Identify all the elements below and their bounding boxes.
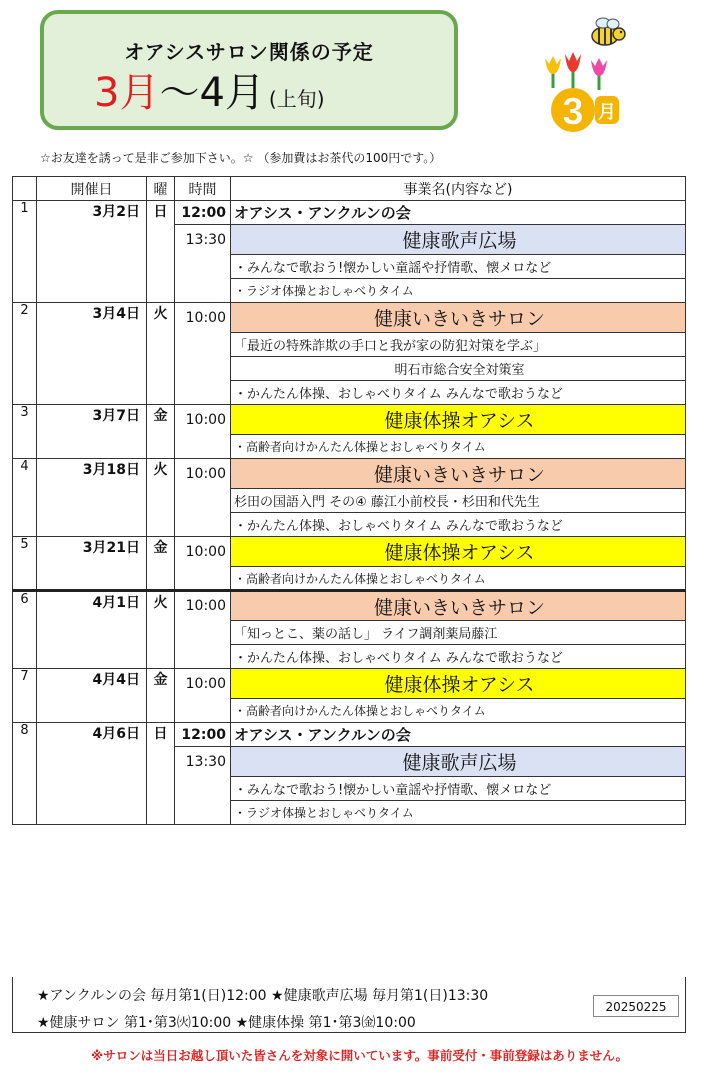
table-row [13, 303, 686, 333]
event-title: 健康体操オアシス [231, 405, 686, 435]
event-date: 3月2日 [37, 201, 147, 303]
table-row [13, 459, 686, 489]
participation-notice: ☆お友達を誘って是非ご参加下さい。☆ （参加費はお茶代の100円です。） [40, 151, 442, 165]
table-row [13, 591, 686, 621]
event-time [175, 567, 231, 591]
event-time: 10:00 [175, 459, 231, 489]
event-weekday: 火 [147, 303, 175, 405]
event-time [175, 357, 231, 381]
event-detail: オアシス・アンクルンの会 [231, 723, 686, 747]
event-detail: ・かんたん体操、おしゃべりタイム みんなで歌おうなど [231, 381, 686, 405]
event-detail: ・高齢者向けかんたん体操とおしゃべりタイム [231, 567, 686, 591]
row-number: 2 [13, 303, 37, 405]
event-time: 10:00 [175, 405, 231, 435]
period-end: 4月 [199, 70, 265, 116]
event-time [175, 333, 231, 357]
event-weekday: 日 [147, 201, 175, 303]
event-time: 10:00 [175, 669, 231, 699]
event-weekday: 金 [147, 669, 175, 723]
event-time: 10:00 [175, 303, 231, 333]
event-time: 10:00 [175, 537, 231, 567]
event-time: 13:30 [175, 225, 231, 255]
event-detail: ・高齢者向けかんたん体操とおしゃべりタイム [231, 435, 686, 459]
column-header-time: 時間 [175, 177, 231, 201]
event-weekday: 火 [147, 591, 175, 669]
row-number: 3 [13, 405, 37, 459]
schedule-body [13, 201, 686, 825]
column-header-no [13, 177, 37, 201]
event-time: 10:00 [175, 591, 231, 621]
event-title: 健康歌声広場 [231, 225, 686, 255]
event-detail: 杉田の国語入門 その④ 藤江小前校長・杉田和代先生 [231, 489, 686, 513]
event-detail: ・かんたん体操、おしゃべりタイム みんなで歌おうなど [231, 513, 686, 537]
event-date: 4月1日 [37, 591, 147, 669]
event-detail: 「最近の特殊詐欺の手口と我が家の防犯対策を学ぶ」 [231, 333, 686, 357]
schedule-table [12, 176, 686, 825]
event-detail: 「知っとこ、薬の話し」 ライフ調剤薬局藤江 [231, 621, 686, 645]
bee-icon [592, 18, 625, 45]
event-detail: ・高齢者向けかんたん体操とおしゃべりタイム [231, 699, 686, 723]
event-time [175, 801, 231, 825]
event-weekday: 火 [147, 459, 175, 537]
title-box [40, 10, 458, 130]
event-time [175, 777, 231, 801]
event-time [175, 489, 231, 513]
badge-number: 3 [562, 91, 584, 133]
event-weekday: 日 [147, 723, 175, 825]
event-time [175, 255, 231, 279]
event-title: 健康体操オアシス [231, 669, 686, 699]
document-code: 20250225 [593, 995, 679, 1017]
table-row [13, 405, 686, 435]
event-time [175, 699, 231, 723]
event-time: 13:30 [175, 747, 231, 777]
event-date: 4月6日 [37, 723, 147, 825]
column-header-day: 曜 [147, 177, 175, 201]
table-row [13, 201, 686, 225]
table-row [13, 723, 686, 747]
row-number: 8 [13, 723, 37, 825]
table-row [13, 537, 686, 567]
table-header-row [13, 177, 686, 201]
period-heading [94, 70, 325, 122]
event-weekday: 金 [147, 405, 175, 459]
event-time [175, 435, 231, 459]
period-start: 3月 [94, 70, 160, 116]
row-number: 4 [13, 459, 37, 537]
event-detail: ・ラジオ体操とおしゃべりタイム [231, 801, 686, 825]
event-detail: ・かんたん体操、おしゃべりタイム みんなで歌おうなど [231, 645, 686, 669]
row-number: 5 [13, 537, 37, 591]
badge-unit: 月 [598, 102, 616, 123]
event-date: 3月21日 [37, 537, 147, 591]
event-title: 健康いきいきサロン [231, 459, 686, 489]
march-badge-illustration [533, 14, 653, 134]
event-weekday: 金 [147, 537, 175, 591]
event-time [175, 645, 231, 669]
event-date: 4月4日 [37, 669, 147, 723]
event-time [175, 381, 231, 405]
event-detail: ・みんなで歌おう!懐かしい童謡や抒情歌、懐メロなど [231, 777, 686, 801]
column-header-event: 事業名(内容など) [231, 177, 686, 201]
event-title: 健康体操オアシス [231, 537, 686, 567]
event-title: 健康いきいきサロン [231, 303, 686, 333]
footer-line-1: ★アンクルンの会 毎月第1(日)12:00 ★健康歌声広場 毎月第1(日)13:30 [37, 988, 489, 1004]
event-date: 3月4日 [37, 303, 147, 405]
event-date: 3月18日 [37, 459, 147, 537]
footer-box [12, 977, 686, 1033]
column-header-date: 開催日 [37, 177, 147, 201]
event-title: 健康歌声広場 [231, 747, 686, 777]
event-title: 健康いきいきサロン [231, 591, 686, 621]
row-number: 6 [13, 591, 37, 669]
tulip-icon [545, 52, 607, 90]
event-time [175, 513, 231, 537]
page-title: オアシスサロン関係の予定 [124, 40, 374, 64]
event-date: 3月7日 [37, 405, 147, 459]
event-time: 12:00 [175, 723, 231, 747]
event-detail: ・みんなで歌おう!懐かしい童謡や抒情歌、懐メロなど [231, 255, 686, 279]
row-number: 7 [13, 669, 37, 723]
footer-line-2: ★健康サロン 第1･第3㈫10:00 ★健康体操 第1･第3㈮10:00 [37, 1015, 416, 1031]
event-time: 12:00 [175, 201, 231, 225]
event-detail: オアシス・アンクルンの会 [231, 201, 686, 225]
event-time [175, 621, 231, 645]
period-tilde: 〜 [159, 70, 200, 116]
bottom-notice: ※サロンは当日お越し頂いた皆さんを対象に開いています。事前受付・事前登録はありません。 [91, 1048, 628, 1063]
row-number: 1 [13, 201, 37, 303]
event-detail: 明石市総合安全対策室 [231, 357, 686, 381]
table-row [13, 669, 686, 699]
event-detail: ・ラジオ体操とおしゃべりタイム [231, 279, 686, 303]
period-note: (上旬) [268, 87, 325, 111]
event-time [175, 279, 231, 303]
